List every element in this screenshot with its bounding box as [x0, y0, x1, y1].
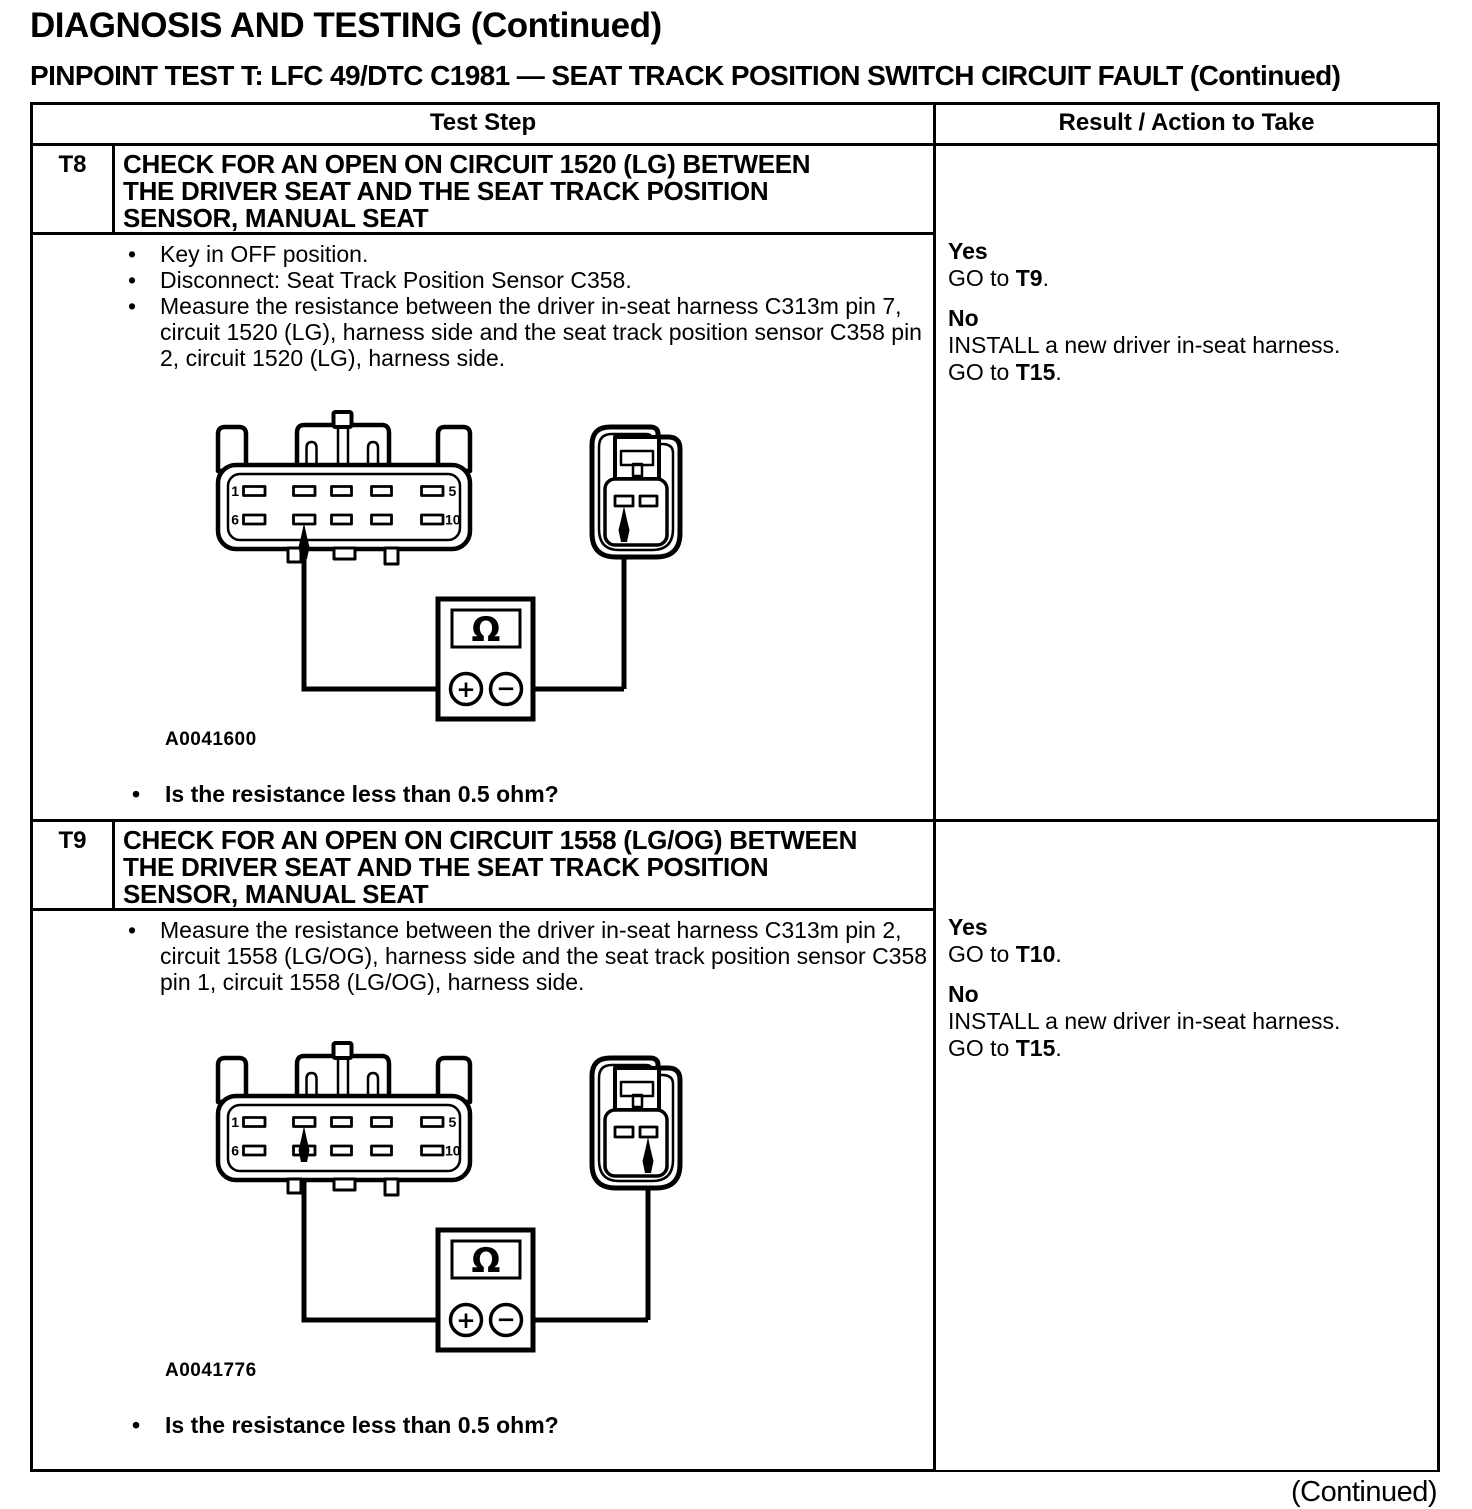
test-step-item: • Measure the resistance between the driver in-seat harness C313m pin 2, circuit 1558 (LG/OG), harness side and the seat track position sensor C358 pin 1, circuit 1558 (LG/OG), harness side.	[128, 917, 928, 996]
test-question-t9: • Is the resistance less than 0.5 ohm?	[132, 1412, 559, 1439]
table-header-row	[32, 104, 1439, 145]
test-step-list-t9	[33, 917, 933, 995]
test-row-t8-title	[32, 145, 1439, 234]
pin-label-1: 1	[231, 1114, 239, 1131]
pin-label-10: 10	[445, 1142, 461, 1159]
test-step-title-t8: CHECK FOR AN OPEN ON CIRCUIT 1520 (LG) BETWEEN THE DRIVER SEAT AND THE SEAT TRACK POSITION SENSOR, MANUAL SEAT	[123, 149, 811, 234]
test-step-item: • Disconnect: Seat Track Position Sensor C358.	[128, 267, 632, 294]
pinpoint-test-table	[30, 102, 1440, 1472]
result-no-label: No	[948, 981, 979, 1008]
result-yes-label: Yes	[948, 238, 988, 265]
test-step-id-t9: T9	[32, 821, 114, 910]
result-cell-t8	[935, 145, 1439, 821]
result-yes-action: GO to T10.	[948, 941, 1062, 968]
test-question-t8: • Is the resistance less than 0.5 ohm?	[132, 781, 559, 808]
result-yes-action: GO to T9.	[948, 265, 1049, 292]
circuit-test-diagram-t8	[200, 407, 700, 737]
test-step-title-t9: CHECK FOR AN OPEN ON CIRCUIT 1558 (LG/OG) BETWEEN THE DRIVER SEAT AND THE SEAT TRACK POSITION SENSOR, MANUAL SEAT	[123, 825, 858, 910]
pin-label-6: 6	[231, 1142, 239, 1159]
test-step-item: • Measure the resistance between the driver in-seat harness C313m pin 7, circuit 1520 (LG), harness side and the seat track position sensor C358 pin 2, circuit 1520 (LG), harness side.	[128, 293, 922, 372]
bullet-marker: •	[128, 293, 137, 320]
minus-terminal-label: −	[496, 1307, 516, 1334]
ohm-symbol: Ω	[471, 610, 501, 651]
test-step-list-t8	[33, 241, 933, 371]
ohm-symbol: Ω	[471, 1241, 501, 1282]
minus-terminal-label: −	[496, 676, 516, 703]
bullet-marker: •	[132, 781, 141, 808]
result-no-action-2: GO to T15.	[948, 359, 1062, 386]
bullet-marker: •	[132, 1412, 141, 1439]
plus-terminal-label: +	[456, 1308, 476, 1335]
test-row-t9-title	[32, 821, 1439, 910]
bullet-marker: •	[128, 241, 137, 268]
page-title: DIAGNOSIS AND TESTING (Continued)	[30, 6, 662, 45]
result-no-action-1: INSTALL a new driver in-seat harness.	[948, 1008, 1341, 1035]
bullet-marker: •	[128, 267, 137, 294]
ten-pin-connector-icon	[218, 1043, 470, 1195]
figure-id-t9: A0041776	[165, 1360, 257, 1382]
result-no-label: No	[948, 305, 979, 332]
column-header-test-step: Test Step	[32, 104, 935, 145]
result-cell-t9	[935, 821, 1439, 1471]
result-no-action-1: INSTALL a new driver in-seat harness.	[948, 332, 1341, 359]
pin-label-1: 1	[231, 483, 239, 500]
two-pin-connector-icon	[592, 1058, 680, 1188]
test-step-id-t8: T8	[32, 145, 114, 234]
pin-label-10: 10	[445, 511, 461, 528]
continued-note: (Continued)	[1290, 1476, 1437, 1509]
bullet-marker: •	[128, 917, 137, 944]
plus-terminal-label: +	[456, 677, 476, 704]
pin-label-5: 5	[448, 483, 457, 500]
section-title: PINPOINT TEST T: LFC 49/DTC C1981 — SEAT TRACK POSITION SWITCH CIRCUIT FAULT (Continued)	[30, 59, 1341, 91]
circuit-test-diagram-t9	[200, 1038, 700, 1368]
ten-pin-connector-icon	[218, 412, 470, 564]
result-yes-label: Yes	[948, 914, 988, 941]
pin-label-5: 5	[448, 1114, 457, 1131]
column-header-result-action: Result / Action to Take	[935, 104, 1439, 145]
pin-label-6: 6	[231, 511, 239, 528]
test-step-item: • Key in OFF position.	[128, 241, 369, 268]
test-step-body-t9	[32, 910, 935, 1471]
test-step-title-cell-t8	[114, 145, 935, 234]
result-no-action-2: GO to T15.	[948, 1035, 1062, 1062]
test-step-body-t8	[32, 234, 935, 821]
figure-id-t8: A0041600	[165, 729, 257, 751]
test-step-title-cell-t9	[114, 821, 935, 910]
two-pin-connector-icon	[592, 427, 680, 557]
